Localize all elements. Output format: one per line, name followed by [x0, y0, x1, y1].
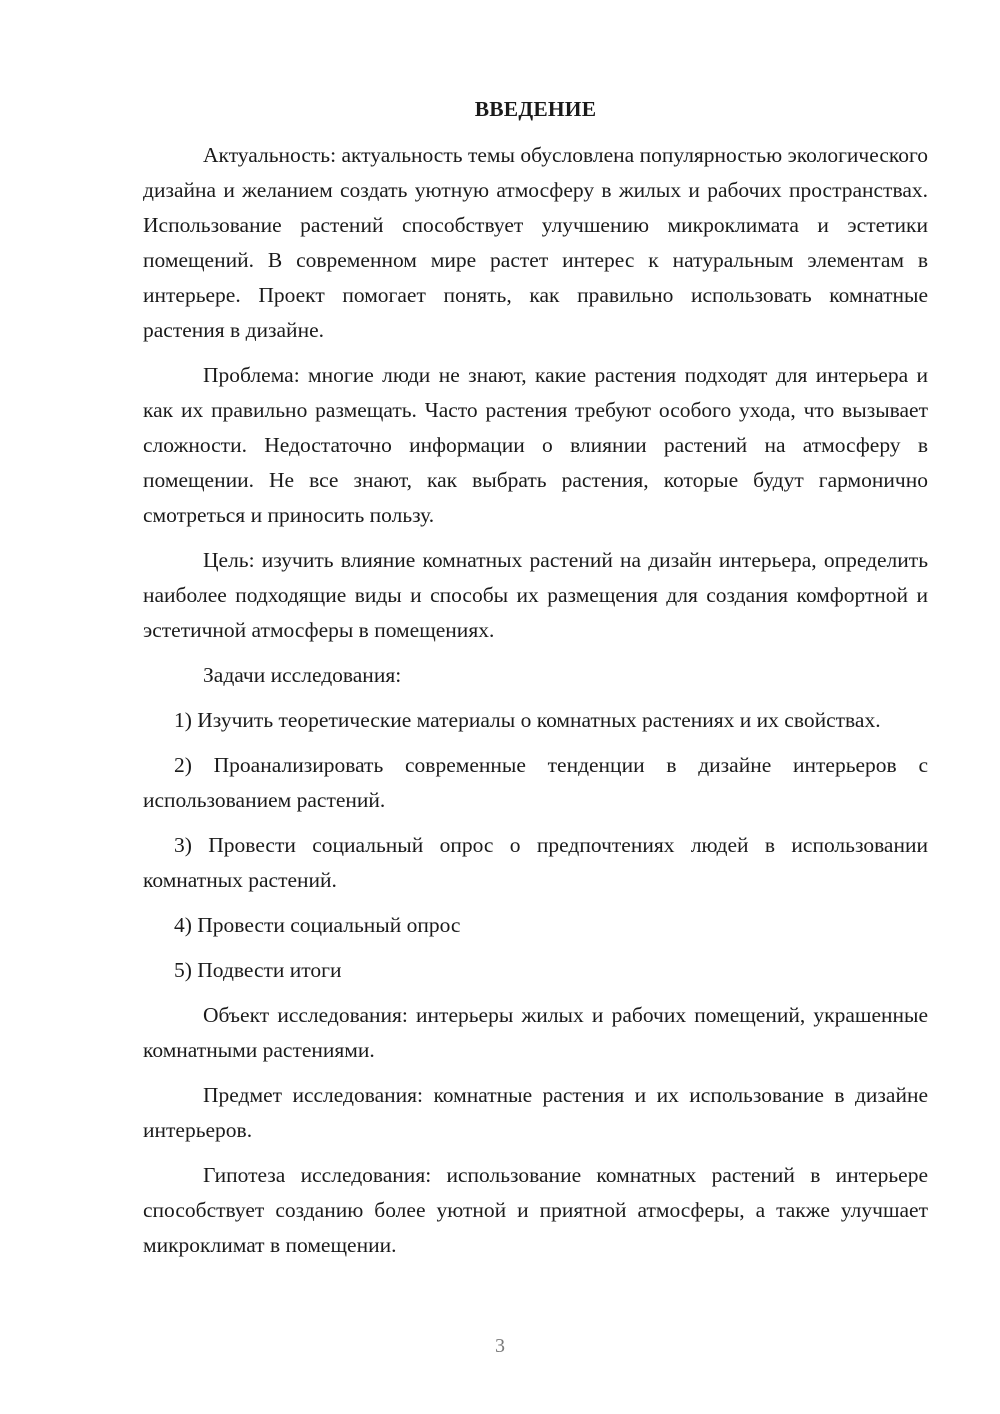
- tasks-title: Задачи исследования:: [203, 663, 402, 687]
- task-item-3: 3) Провести социальный опрос о предпочтениях людей в использовании комнатных растений.: [143, 833, 928, 892]
- paragraph-problem: Проблема: многие люди не знают, какие растения подходят для интерьера и как их правильно размещать. Часто растения требуют особого ухода, что вызывает сложности. Недостаточно информации о влиянии растений на атмосферу в помещении. Не все знают, как выбрать растения, которые будут гармонично смотреться и приносить пользу.: [143, 363, 928, 527]
- paragraph-subject: Предмет исследования: комнатные растения и их использование в дизайне интерьеров.: [143, 1083, 928, 1142]
- task-item-5: 5) Подвести итоги: [174, 958, 342, 982]
- task-item-4: 4) Провести социальный опрос: [174, 913, 461, 937]
- page-title: ВВЕДЕНИЕ: [474, 97, 597, 121]
- paragraph-hypothesis: Гипотеза исследования: использование комнатных растений в интерьере способствует созданию более уютной и приятной атмосферы, а также улучшает микроклимат в помещении.: [143, 1163, 928, 1257]
- page-number: 3: [495, 1335, 505, 1357]
- task-item-1: 1) Изучить теоретические материалы о комнатных растениях и их свойствах.: [174, 708, 881, 732]
- page-content: [143, 92, 928, 1263]
- task-item-2: 2) Проанализировать современные тенденции в дизайне интерьеров с использованием растений.: [143, 753, 928, 812]
- paragraph-goal: Цель: изучить влияние комнатных растений на дизайн интерьера, определить наиболее подходящие виды и способы их размещения для создания комфортной и эстетичной атмосферы в помещениях.: [143, 548, 928, 642]
- paragraph-relevance: Актуальность: актуальность темы обусловлена популярностью экологического дизайна и желанием создать уютную атмосферу в жилых и рабочих пространствах. Использование растений способствует улучшению микроклимата и эстетики помещений. В современном мире растет интерес к натуральным элементам в интерьере. Проект помогает понять, как правильно использовать комнатные растения в дизайне.: [143, 143, 928, 342]
- paragraph-object: Объект исследования: интерьеры жилых и рабочих помещений, украшенные комнатными растениями.: [143, 1003, 928, 1062]
